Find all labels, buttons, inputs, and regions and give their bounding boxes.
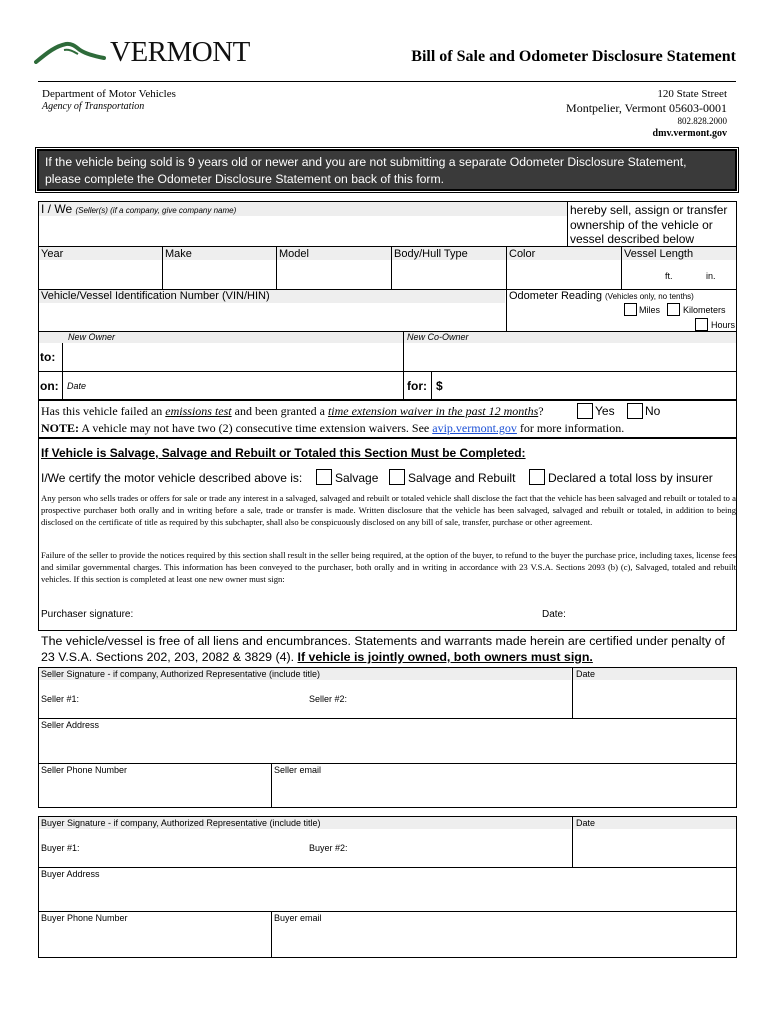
hours-checkbox[interactable] xyxy=(695,318,708,331)
salvage-certify: I/We certify the motor vehicle described above is: xyxy=(41,471,303,485)
salvage-heading: If Vehicle is Salvage, Salvage and Rebuilt or Totaled this Section Must be Completed: xyxy=(41,446,526,460)
new-owner-field[interactable] xyxy=(63,344,402,370)
seller-label: I / We (Seller(s) (if a company, give company name) xyxy=(41,202,237,216)
buyer-email-label: Buyer email xyxy=(274,913,322,923)
make-field[interactable] xyxy=(163,261,275,288)
phone-number: 802.828.2000 xyxy=(677,116,727,126)
dollar-sign: $ xyxy=(436,379,443,393)
buyer-address-field[interactable] xyxy=(40,881,735,909)
buyer-phone-label: Buyer Phone Number xyxy=(41,913,128,923)
new-co-owner-field[interactable] xyxy=(404,344,736,370)
seller-1-signature[interactable] xyxy=(85,682,303,716)
seller-sig-header: Seller Signature - if company, Authorized Representative (include title) xyxy=(41,669,320,679)
seller-1-label: Seller #1: xyxy=(41,694,80,704)
seller-phone-label: Seller Phone Number xyxy=(41,765,128,775)
seller-date-field[interactable] xyxy=(574,682,735,716)
odometer-label: Odometer Reading (Vehicles only, no tenths) xyxy=(509,290,694,302)
on-label: on: xyxy=(40,379,59,393)
transfer-text-2: ownership of the vehicle or xyxy=(570,218,713,232)
vessel-length-label: Vessel Length xyxy=(624,248,694,260)
transfer-text-3: vessel described below xyxy=(570,232,695,246)
notice-line-1: If the vehicle being sold is 9 years old or newer and you are not submitting a separate Odometer Disclosure Statement, xyxy=(45,155,687,169)
vermont-mountain-icon xyxy=(34,38,106,64)
seller-email-field[interactable] xyxy=(273,777,735,806)
purchaser-signature-field[interactable] xyxy=(142,600,532,626)
total-loss-checkbox[interactable] xyxy=(529,469,545,485)
emissions-yes-checkbox[interactable] xyxy=(577,403,593,419)
buyer-address-label: Buyer Address xyxy=(41,869,100,879)
kilometers-checkbox[interactable] xyxy=(667,303,680,316)
seller-2-label: Seller #2: xyxy=(309,694,348,704)
hours-label: Hours xyxy=(711,320,736,330)
seller-date-header: Date xyxy=(576,669,596,679)
feet-unit: ft. xyxy=(665,271,673,281)
seller-address-label: Seller Address xyxy=(41,720,100,730)
seller-phone-field[interactable] xyxy=(40,777,269,806)
seller-address-field[interactable] xyxy=(40,732,735,762)
emissions-note: NOTE: A vehicle may not have two (2) consecutive time extension waivers. See avip.vermont.gov for more information. xyxy=(41,421,625,435)
salvage-refund-text: Failure of the seller to provide the notices required by this section shall result in the seller being required, at the option of the buyer, to refund to the buyer the purchase price, including taxes, license fees and similar governmental charges. This information has been conveyed to the purchaser, both orally and in writing in accordance with 23 V.S.A. Sections 2093 (b) (c), Salvaged, totaled and rebuilt vehicles. If this section is completed at least one new owner must sign: xyxy=(41,550,736,584)
sale-date-field[interactable] xyxy=(100,372,402,399)
header-rule xyxy=(38,81,736,82)
salvage-checkbox[interactable] xyxy=(316,469,332,485)
to-label: to: xyxy=(40,350,56,364)
year-label: Year xyxy=(41,248,64,260)
purchaser-signature-label: Purchaser signature: xyxy=(41,609,134,620)
buyer-date-field[interactable] xyxy=(574,831,735,865)
miles-label: Miles xyxy=(639,305,661,315)
new-co-owner-label: New Co-Owner xyxy=(407,332,469,342)
seller-2-signature[interactable] xyxy=(352,682,570,716)
year-field[interactable] xyxy=(39,261,161,288)
emissions-question: Has this vehicle failed an emissions test and been granted a time extension waiver in the past 12 months? xyxy=(41,404,544,418)
liens-statement: The vehicle/vessel is free of all liens and encumbrances. Statements and warrants made herein are certified under penalty of 23 V.S.A. Sections 202, 203, 2082 & 3829 (4). If vehicle is jointly owned, both owners must sign. xyxy=(41,634,725,664)
agency-name: Agency of Transportation xyxy=(42,101,145,112)
body-type-label: Body/Hull Type xyxy=(394,248,468,260)
new-owner-label: New Owner xyxy=(68,332,116,342)
avip-link[interactable]: avip.vermont.gov xyxy=(432,421,517,435)
for-label: for: xyxy=(407,379,427,393)
buyer-email-field[interactable] xyxy=(273,925,735,956)
model-field[interactable] xyxy=(277,261,390,288)
no-label: No xyxy=(645,404,661,418)
model-label: Model xyxy=(279,248,309,260)
make-label: Make xyxy=(165,248,192,260)
seller-name-field[interactable] xyxy=(39,216,567,246)
transfer-text-1: hereby sell, assign or transfer xyxy=(570,203,728,217)
body-type-field[interactable] xyxy=(392,261,505,288)
sale-price-field[interactable] xyxy=(446,372,736,399)
emissions-no-checkbox[interactable] xyxy=(627,403,643,419)
kilometers-label: Kilometers xyxy=(683,305,726,315)
purchaser-date-field[interactable] xyxy=(572,600,732,626)
salvage-rebuilt-label: Salvage and Rebuilt xyxy=(408,471,516,485)
salvage-disclosure-text: Any person who sells trades or offers for sale or trade any interest in a salvaged, salvaged and rebuilt or totaled vehicle shall disclose the fact that the vehicle has been salvaged and rebuilt or totaled to a prospective purchaser both orally and in writing before a sale, trade or transfer is made. Written disclosure that the vehicle has been salvaged, salvaged and rebuilt or totaled, in addition to being disclosed on the certificate of title as required by this subchapter, shall also be conspicuously disclosed on any bill of sale, transfer, purchase or other agreement. xyxy=(41,493,736,527)
notice-banner xyxy=(37,149,737,191)
color-label: Color xyxy=(509,248,536,260)
sale-date-label: Date xyxy=(67,381,87,391)
total-loss-label: Declared a total loss by insurer xyxy=(548,471,713,485)
buyer-sig-header: Buyer Signature - if company, Authorized Representative (include title) xyxy=(41,818,321,828)
color-field[interactable] xyxy=(507,261,620,288)
buyer-phone-field[interactable] xyxy=(40,925,269,956)
buyer-2-label: Buyer #2: xyxy=(309,843,348,853)
state-logo xyxy=(34,36,250,70)
salvage-rebuilt-checkbox[interactable] xyxy=(389,469,405,485)
salvage-option-label: Salvage xyxy=(335,471,379,485)
form-title: Bill of Sale and Odometer Disclosure Statement xyxy=(411,48,736,65)
seller-email-label: Seller email xyxy=(274,765,322,775)
logo-text: VERMONT xyxy=(110,36,250,68)
yes-label: Yes xyxy=(595,404,615,418)
buyer-2-signature[interactable] xyxy=(352,831,570,865)
inches-unit: in. xyxy=(706,271,716,281)
purchaser-date-label: Date: xyxy=(542,609,566,620)
address-line-2: Montpelier, Vermont 05603-0001 xyxy=(566,101,727,115)
department-name: Department of Motor Vehicles xyxy=(42,88,176,100)
buyer-1-label: Buyer #1: xyxy=(41,843,80,853)
address-line-1: 120 State Street xyxy=(657,88,727,100)
notice-line-2: please complete the Odometer Disclosure Statement on back of this form. xyxy=(45,172,444,186)
miles-checkbox[interactable] xyxy=(624,303,637,316)
vin-field[interactable] xyxy=(39,304,505,330)
vin-label: Vehicle/Vessel Identification Number (VIN/HIN) xyxy=(41,290,270,302)
buyer-date-header: Date xyxy=(576,818,596,828)
website[interactable]: dmv.vermont.gov xyxy=(652,128,727,139)
buyer-1-signature[interactable] xyxy=(85,831,303,865)
